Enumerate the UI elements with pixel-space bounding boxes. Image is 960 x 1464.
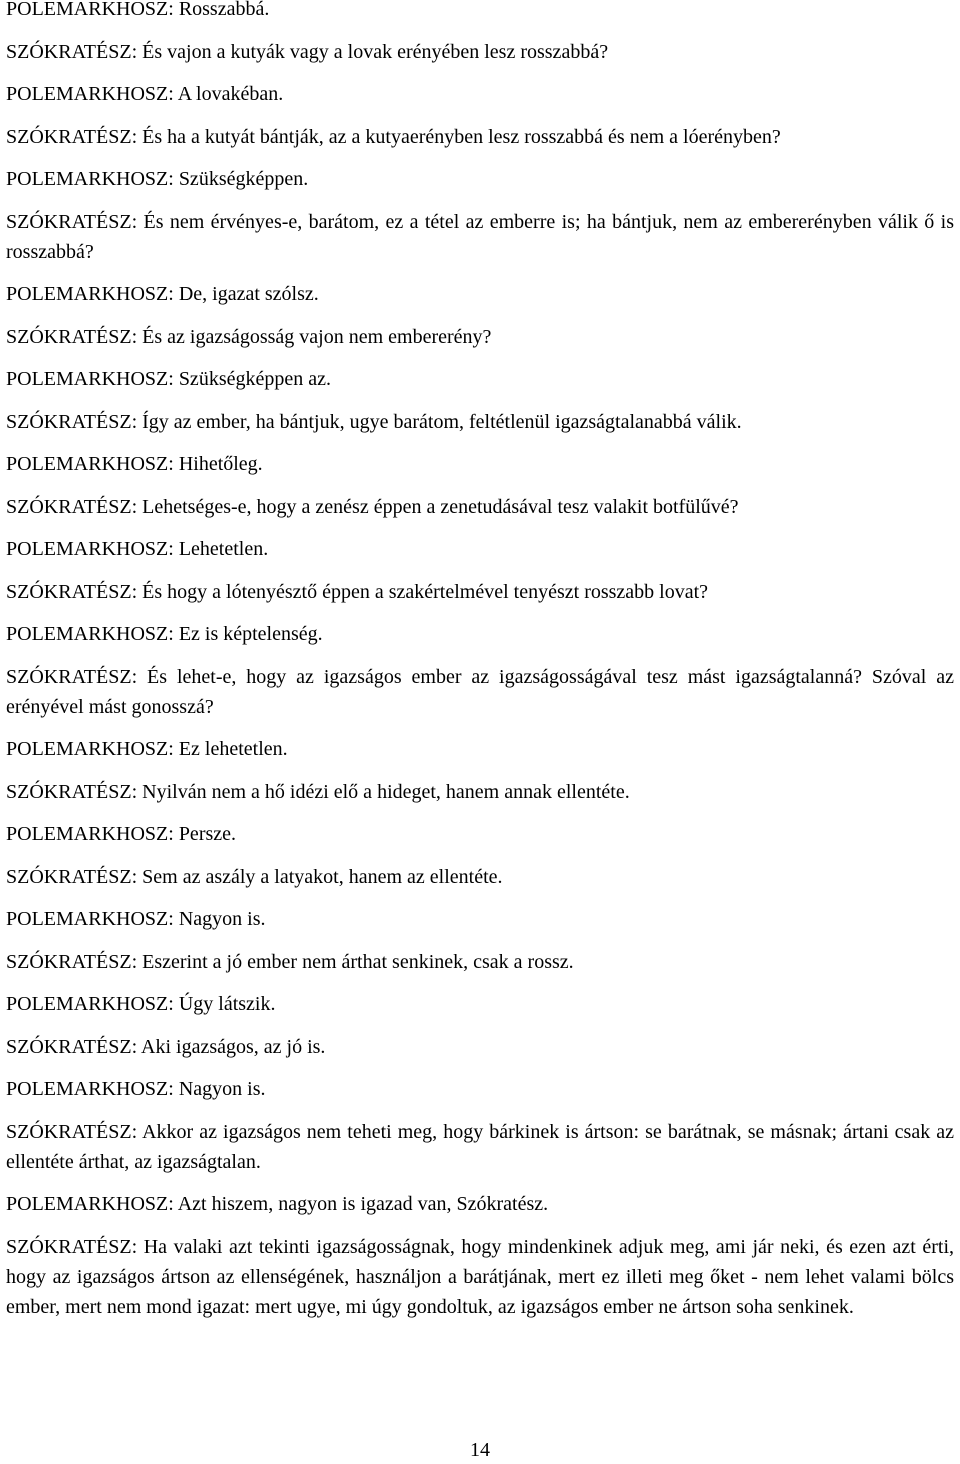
dialogue-line <box>6 1232 954 1322</box>
speaker-separator: : <box>131 210 144 233</box>
speaker-separator: : <box>168 1078 179 1100</box>
speaker-name: SZÓKRATÉSZ <box>6 40 132 63</box>
speaker-separator: : <box>131 410 143 433</box>
dialogue-line <box>6 1117 954 1177</box>
speaker-name: SZÓKRATÉSZ <box>6 325 132 348</box>
speaker-separator: : <box>131 950 143 973</box>
dialogue-line <box>6 734 954 764</box>
dialogue-line <box>6 122 954 152</box>
dialogue-line <box>6 449 954 479</box>
speaker-separator: : <box>131 865 143 888</box>
utterance-text: De, igazat szólsz. <box>178 283 319 305</box>
speaker-name: SZÓKRATÉSZ <box>6 580 132 603</box>
utterance-text: Lehetetlen. <box>178 538 269 560</box>
speaker-name: SZÓKRATÉSZ <box>6 410 132 433</box>
dialogue-line <box>6 322 954 352</box>
speaker-name: POLEMARKHOSZ <box>6 168 169 190</box>
speaker-name: POLEMARKHOSZ <box>6 738 169 760</box>
speaker-name: POLEMARKHOSZ <box>6 83 169 105</box>
utterance-text: És lehet-e, hogy az igazságos ember az igazságosságával tesz mást igazságtalanná? Szóval az erényével mást gonosszá? <box>6 665 954 718</box>
speaker-name: POLEMARKHOSZ <box>6 1193 169 1215</box>
utterance-text: Nagyon is. <box>178 908 266 930</box>
dialogue-text <box>6 0 954 1322</box>
speaker-separator: : <box>131 1120 143 1143</box>
speaker-name: POLEMARKHOSZ <box>6 368 169 390</box>
speaker-name: POLEMARKHOSZ <box>6 0 169 20</box>
dialogue-line <box>6 777 954 807</box>
dialogue-line <box>6 207 954 267</box>
speaker-name: SZÓKRATÉSZ <box>6 125 132 148</box>
speaker-separator: : <box>131 40 143 63</box>
speaker-separator: : <box>168 453 179 475</box>
dialogue-line <box>6 79 954 109</box>
speaker-separator: : <box>131 325 143 348</box>
dialogue-line <box>6 904 954 934</box>
dialogue-line <box>6 279 954 309</box>
utterance-text: Eszerint a jó ember nem árthat senkinek, csak a rossz. <box>142 950 574 973</box>
speaker-separator: : <box>131 1235 144 1258</box>
speaker-separator: : <box>168 83 178 105</box>
speaker-separator: : <box>168 283 179 305</box>
speaker-name: POLEMARKHOSZ <box>6 993 169 1015</box>
dialogue-line <box>6 947 954 977</box>
utterance-text: És ha a kutyát bántják, az a kutyaerényben lesz rosszabbá és nem a lóerényben? <box>142 125 781 148</box>
dialogue-line <box>6 0 954 24</box>
speaker-name: POLEMARKHOSZ <box>6 1078 169 1100</box>
document-page <box>6 0 954 1334</box>
speaker-separator: : <box>131 665 148 688</box>
speaker-name: SZÓKRATÉSZ <box>6 210 132 233</box>
utterance-text: A lovakéban. <box>177 83 284 105</box>
utterance-text: Hihetőleg. <box>178 453 263 475</box>
utterance-text: És nem érvényes-e, barátom, ez a tétel az emberre is; ha bántjuk, nem az embererényben válik ő is rosszabbá? <box>6 210 954 263</box>
speaker-separator: : <box>168 168 179 190</box>
dialogue-line <box>6 662 954 722</box>
dialogue-line <box>6 862 954 892</box>
dialogue-line <box>6 1074 954 1104</box>
dialogue-line <box>6 164 954 194</box>
utterance-text: Szükségképpen az. <box>178 368 331 390</box>
utterance-text: Úgy látszik. <box>178 993 276 1015</box>
speaker-separator: : <box>168 738 179 760</box>
utterance-text: Aki igazságos, az jó is. <box>141 1035 326 1058</box>
utterance-text: Sem az aszály a latyakot, hanem az ellentéte. <box>142 865 503 888</box>
speaker-name: SZÓKRATÉSZ <box>6 665 132 688</box>
speaker-separator: : <box>168 908 179 930</box>
speaker-separator: : <box>131 1035 142 1058</box>
dialogue-line <box>6 1032 954 1062</box>
speaker-separator: : <box>168 538 179 560</box>
dialogue-line <box>6 989 954 1019</box>
speaker-name: POLEMARKHOSZ <box>6 453 169 475</box>
dialogue-line <box>6 619 954 649</box>
utterance-text: Lehetséges-e, hogy a zenész éppen a zenetudásával tesz valakit botfülűvé? <box>142 495 739 518</box>
dialogue-line <box>6 534 954 564</box>
utterance-text: És hogy a lótenyésztő éppen a szakértelmével tenyészt rosszabb lovat? <box>142 580 709 603</box>
speaker-name: SZÓKRATÉSZ <box>6 780 132 803</box>
speaker-separator: : <box>168 623 179 645</box>
speaker-name: POLEMARKHOSZ <box>6 538 169 560</box>
utterance-text: Persze. <box>178 823 237 845</box>
speaker-name: POLEMARKHOSZ <box>6 908 169 930</box>
speaker-name: SZÓKRATÉSZ <box>6 1120 132 1143</box>
utterance-text: Szükségképpen. <box>178 168 309 190</box>
speaker-name: SZÓKRATÉSZ <box>6 495 132 518</box>
speaker-separator: : <box>168 1193 178 1215</box>
utterance-text: Így az ember, ha bántjuk, ugye barátom, feltétlenül igazságtalanabbá válik. <box>142 410 742 433</box>
dialogue-line <box>6 492 954 522</box>
utterance-text: Azt hiszem, nagyon is igazad van, Szókratész. <box>177 1193 549 1215</box>
speaker-separator: : <box>168 993 179 1015</box>
speaker-name: POLEMARKHOSZ <box>6 283 169 305</box>
dialogue-line <box>6 407 954 437</box>
utterance-text: Ez is képtelenség. <box>178 623 323 645</box>
utterance-text: Ez lehetetlen. <box>178 738 288 760</box>
dialogue-line <box>6 1189 954 1219</box>
speaker-separator: : <box>168 368 179 390</box>
speaker-separator: : <box>131 780 143 803</box>
speaker-separator: : <box>168 0 179 20</box>
dialogue-line <box>6 577 954 607</box>
utterance-text: Ha valaki azt tekinti igazságosságnak, hogy mindenkinek adjuk meg, ami jár neki, és ezen azt érti, hogy az igazságos ártson az ellenségének, használjon a barátjának, mert ez illeti meg őket - nem lehet valami bölcs ember, mert nem mond igazat: mert ugye, mi úgy gondoltuk, az igazságos ember ne ártson soha senkinek. <box>6 1235 955 1318</box>
speaker-separator: : <box>168 823 179 845</box>
utterance-text: Nyilván nem a hő idézi elő a hideget, hanem annak ellentéte. <box>142 780 630 803</box>
page-number: 14 <box>470 1439 490 1461</box>
utterance-text: Rosszabbá. <box>178 0 270 20</box>
speaker-name: POLEMARKHOSZ <box>6 623 169 645</box>
speaker-name: SZÓKRATÉSZ <box>6 950 132 973</box>
speaker-separator: : <box>131 495 143 518</box>
dialogue-line <box>6 819 954 849</box>
dialogue-line <box>6 364 954 394</box>
utterance-text: És vajon a kutyák vagy a lovak erényében lesz rosszabbá? <box>142 40 609 63</box>
speaker-name: SZÓKRATÉSZ <box>6 1235 132 1258</box>
dialogue-line <box>6 37 954 67</box>
utterance-text: Nagyon is. <box>178 1078 266 1100</box>
utterance-text: Akkor az igazságos nem teheti meg, hogy bárkinek is ártson: se barátnak, se másnak; ártani csak az ellentéte árthat, az igazságtalan. <box>6 1120 954 1173</box>
speaker-name: POLEMARKHOSZ <box>6 823 169 845</box>
speaker-name: SZÓKRATÉSZ <box>6 865 132 888</box>
utterance-text: És az igazságosság vajon nem embererény? <box>142 325 492 348</box>
speaker-separator: : <box>131 125 143 148</box>
speaker-separator: : <box>131 580 143 603</box>
speaker-name: SZÓKRATÉSZ <box>6 1035 132 1058</box>
